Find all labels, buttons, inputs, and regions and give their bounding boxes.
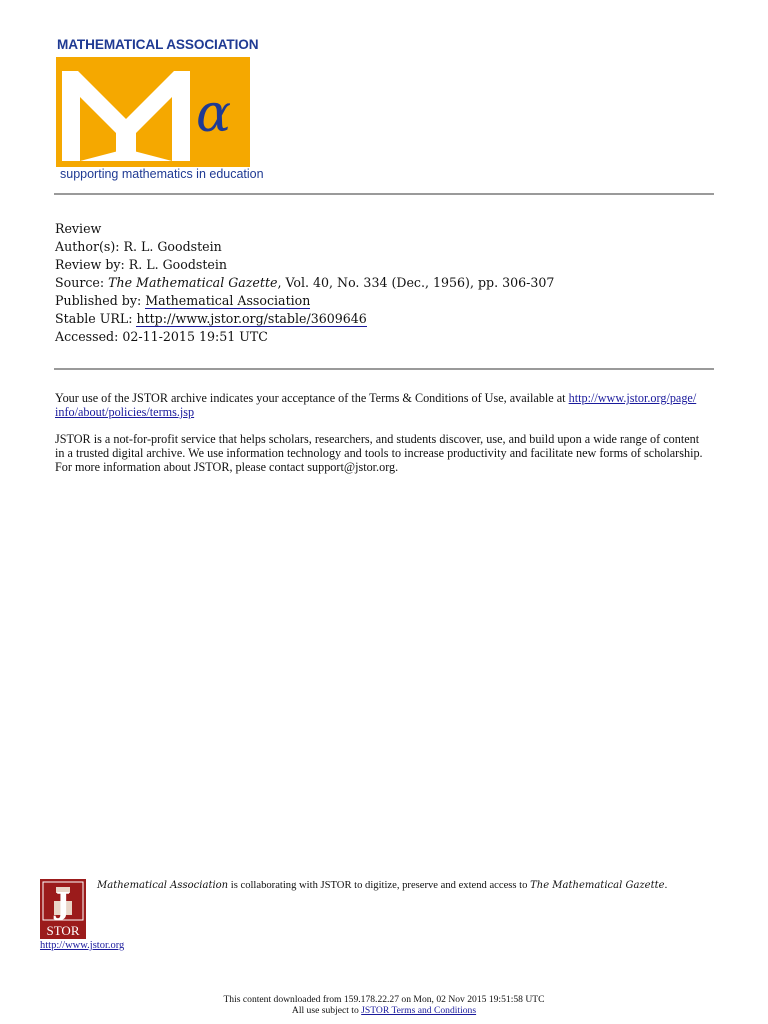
mathematical-association-logo	[55, 37, 264, 185]
collaboration-statement	[97, 880, 667, 891]
jstor-logo-letter: J	[55, 887, 71, 922]
citation-title: Review	[55, 221, 102, 236]
source-journal: The Mathematical Gazette	[108, 275, 278, 290]
jstor-logo-wordmark: STOR	[46, 923, 80, 938]
collab-organization: Mathematical Association	[97, 880, 229, 891]
review-by-value: R. L. Goodstein	[128, 257, 228, 272]
logo-mark-icon	[56, 57, 250, 167]
terms-section	[55, 391, 715, 487]
stable-url-link[interactable]: http://www.jstor.org/stable/3609646	[136, 311, 367, 326]
citation-publisher	[55, 292, 554, 310]
middle-divider	[54, 368, 714, 370]
terms-paragraph	[55, 391, 715, 419]
source-details: , Vol. 40, No. 334 (Dec., 1956), pp. 306-307	[277, 275, 555, 290]
publisher-link[interactable]: Mathematical Association	[145, 293, 311, 308]
citation-review-by	[55, 256, 554, 274]
usage-line	[0, 1005, 768, 1016]
download-line: This content downloaded from 159.178.22.27 on Mon, 02 Nov 2015 19:51:58 UTC	[223, 994, 545, 1005]
authors-value: R. L. Goodstein	[123, 239, 222, 254]
collab-journal: The Mathematical Gazette	[530, 880, 665, 891]
logo-alpha-glyph: α	[196, 84, 232, 144]
jstor-info-line2: in a trusted digital archive. We use information technology and tools to increase productivity and facilitate new forms of scholarship.	[55, 446, 703, 460]
review-by-label: Review by:	[55, 257, 129, 272]
logo-association-name: MATHEMATICAL ASSOCIATION	[57, 37, 259, 52]
jstor-info-line1: JSTOR is a not-for-profit service that helps scholars, researchers, and students discover, use, and build upon a wide range of content	[55, 432, 700, 446]
collab-middle-text: is collaborating with JSTOR to digitize, preserve and extend access to	[228, 880, 531, 891]
jstor-info-paragraph	[55, 432, 715, 474]
download-notice	[0, 994, 768, 1016]
citation-block	[55, 220, 554, 346]
jstor-logo-icon[interactable]	[40, 879, 86, 939]
terms-link-part2[interactable]: info/about/policies/terms.jsp	[55, 405, 195, 419]
top-divider	[54, 193, 714, 195]
stable-url-label: Stable URL:	[55, 311, 137, 326]
jstor-info-line3: For more information about JSTOR, please contact support@jstor.org.	[55, 460, 399, 474]
logo-tagline: supporting mathematics in education	[60, 167, 264, 181]
source-label: Source:	[55, 275, 109, 290]
jstor-home-link[interactable]: http://www.jstor.org	[40, 940, 125, 951]
citation-authors	[55, 238, 554, 256]
citation-stable-url	[55, 310, 554, 328]
terms-text: Your use of the JSTOR archive indicates your acceptance of the Terms & Conditions of Use, available at	[55, 391, 569, 405]
collab-end: .	[664, 880, 668, 891]
usage-prefix: All use subject to	[291, 1005, 362, 1016]
citation-accessed: Accessed: 02-11-2015 19:51 UTC	[55, 329, 268, 344]
authors-label: Author(s):	[55, 239, 124, 254]
terms-conditions-link[interactable]: JSTOR Terms and Conditions	[361, 1005, 477, 1016]
citation-source	[55, 274, 554, 292]
terms-link-part1[interactable]: http://www.jstor.org/page/	[568, 391, 697, 405]
published-by-label: Published by:	[55, 293, 146, 308]
